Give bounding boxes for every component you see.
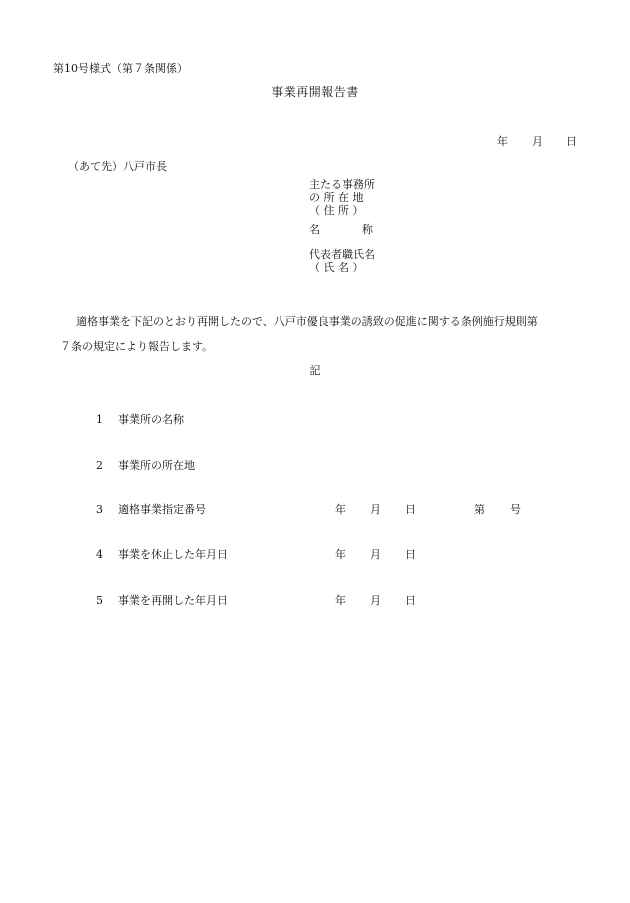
- item-month-label: 月: [370, 503, 381, 516]
- item-number: 5: [96, 594, 103, 607]
- item-number: 2: [96, 459, 103, 472]
- item-dai-label: 第: [474, 503, 485, 516]
- item-month-label: 月: [370, 594, 381, 607]
- name-label-right: 称: [362, 223, 373, 236]
- item-day-label: 日: [405, 594, 416, 607]
- office-label-line2: の 所 在 地: [309, 191, 364, 204]
- item-year-label: 年: [335, 503, 346, 516]
- item-label: 事業所の名称: [118, 413, 184, 426]
- representative-label-line2: （ 氏 名 ）: [309, 261, 364, 274]
- item-go-label: 号: [510, 503, 521, 516]
- item-day-label: 日: [405, 503, 416, 516]
- office-label-line1: 主たる事務所: [309, 178, 375, 191]
- item-month-label: 月: [370, 548, 381, 561]
- form-number: 第10号様式（第７条関係）: [53, 62, 188, 75]
- date-day-label: 日: [566, 135, 577, 148]
- item-label: 適格事業指定番号: [118, 503, 206, 516]
- item-year-label: 年: [335, 594, 346, 607]
- date-year-label: 年: [497, 135, 508, 148]
- office-label-line3: （ 住 所 ）: [309, 204, 364, 217]
- body-text-line1: 適格事業を下記のとおり再開したので、八戸市優良事業の誘致の促進に関する条例施行規則第: [76, 315, 538, 328]
- item-day-label: 日: [405, 548, 416, 561]
- item-number: 3: [96, 503, 103, 516]
- name-label-left: 名: [309, 223, 320, 236]
- document-title: 事業再開報告書: [271, 85, 359, 99]
- item-number: 1: [96, 413, 103, 426]
- item-label: 事業所の所在地: [118, 459, 195, 472]
- ki-heading: 記: [309, 364, 321, 377]
- addressee: （あて先）八戸市長: [68, 160, 167, 173]
- date-month-label: 月: [532, 135, 543, 148]
- item-label: 事業を休止した年月日: [118, 548, 228, 561]
- item-label: 事業を再開した年月日: [118, 594, 228, 607]
- item-year-label: 年: [335, 548, 346, 561]
- representative-label-line1: 代表者職氏名: [309, 248, 375, 261]
- body-text-line2: ７条の規定により報告します。: [60, 340, 214, 353]
- item-number: 4: [96, 548, 103, 561]
